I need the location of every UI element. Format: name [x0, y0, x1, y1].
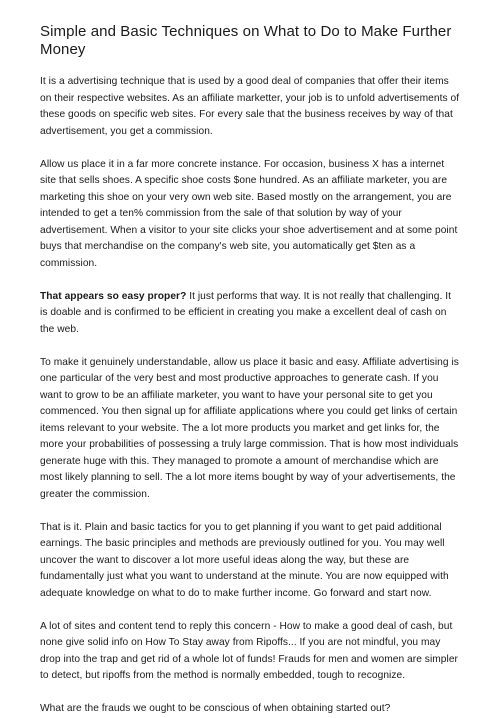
paragraph-2	[40, 157, 460, 273]
paragraph-lead-bold: That appears so easy proper?	[40, 290, 187, 302]
paragraph-5	[40, 520, 460, 603]
paragraph-7	[40, 701, 460, 718]
paragraph-text: What are the frauds we ought to be conscious of when obtaining started out?	[40, 703, 391, 714]
paragraph-text: It is a advertising technique that is used by a good deal of companies that offer their items on their respective websites. As an affiliate marketter, your job is to unfold advertisements of these goods on specific web sites. For every sale that the business receives by way of that advertisement, you get a commission.	[40, 76, 460, 137]
paragraph-3	[40, 289, 460, 339]
paragraph-text: A lot of sites and content tend to reply this concern - How to make a good deal of cash, but none give solid info on How To Stay away from Ripoffs... If you are not mindful, you may drop into the trap and get rid of a whole lot of funds! Frauds for men and women are simpler to detect, but ripoffs from the method is normally embedded, tough to recognize.	[40, 620, 458, 681]
paragraph-text: To make it genuinely understandable, allow us place it basic and easy. Affiliate advertising is one particular of the very best and most productive approaches to generate cash. If you want to grow to be an affiliate marketer, you want to have your personal site to get you commenced. You then signal up for affiliate applications where you could get links of certain items relevant to your website. The a lot more products you market and get links for, the more your probabilities of possessing a truly large commission. That is how most individuals generate huge with this. They managed to promote a amount of merchandise which are most likely planning to sell. The a lot more items bought by way of your advertisements, the greater the commission.	[40, 356, 459, 500]
document-title: Simple and Basic Techniques on What to Do to Make Further Money	[40, 23, 452, 58]
paragraph-text: It just performs that way. It is not really that challenging. It is doable and is confirmed to be efficient in creating you make a excellent deal of cash on the web.	[40, 290, 451, 335]
paragraph-1	[40, 74, 460, 140]
paragraph-text: That is it. Plain and basic tactics for you to get planning if you want to get paid additional earnings. The basic principles and methods are previously outlined for you. You may well uncover the want to discover a lot more useful ideas along the way, but these are fundamentally just what you want to understand at the minute. You are now equipped with adequate knowledge on what to do to make further income. Go forward and start now.	[40, 521, 449, 599]
paragraph-text: Allow us place it in a far more concrete instance. For occasion, business X has a internet site that sells shoes. A specific shoe costs $one hundred. As an affiliate marketer, you are marketing this shoe on your very own web site. Based mostly on the arrangement, you are intended to get a ten% commission from the sale of that solution by way of your advertisement. When a visitor to your site clicks your shoe advertisement and at some point buys that merchandise on the company's web site, you automatically get $ten as a commission.	[40, 158, 458, 269]
paragraph-6	[40, 619, 460, 685]
paragraph-4	[40, 355, 460, 504]
